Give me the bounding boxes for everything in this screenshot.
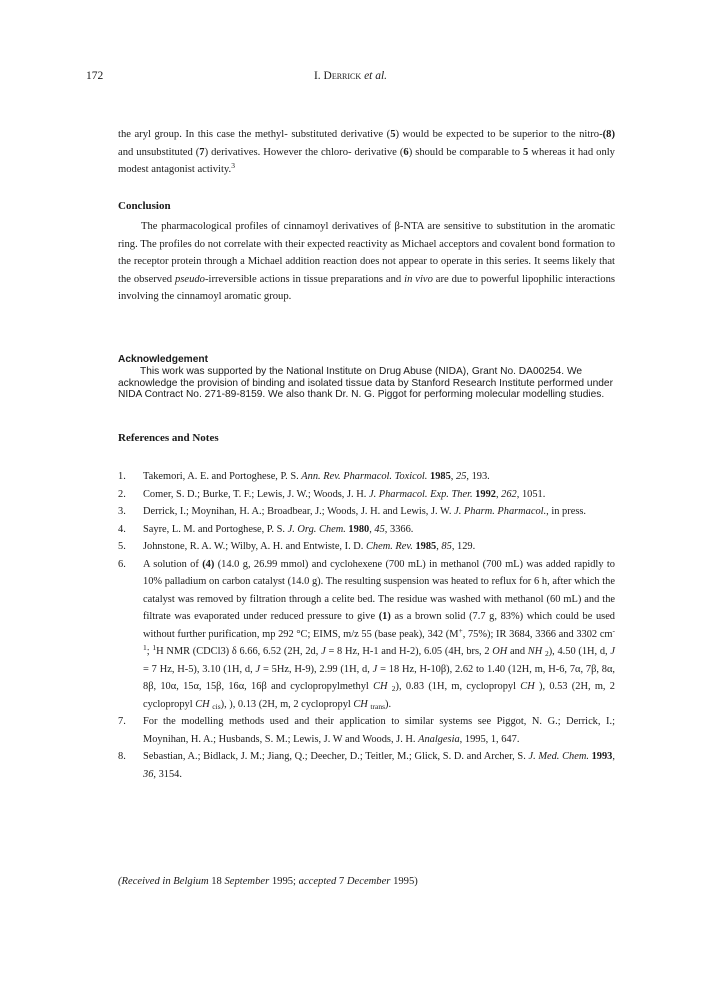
superscript: -1 <box>143 625 616 652</box>
text-run: ), 0.83 (1H, m, cyclopropyl <box>395 681 521 692</box>
reference-item <box>118 748 615 783</box>
text-run: , 3154. <box>153 768 182 780</box>
text-run: , <box>495 488 502 500</box>
text-run: , 3366. <box>384 523 414 535</box>
reference-number: 8. <box>118 751 126 762</box>
references-heading: References and Notes <box>118 432 219 444</box>
italic-run: pseudo <box>174 273 205 285</box>
reference-number: 4. <box>118 523 126 535</box>
text-run: as a brown solid (7.7 g, 83%) which could be used without further purification, mp 292 °C; EIMS, m/z 55 (base peak), 342 (M <box>143 611 615 640</box>
text-run: , 1995, 1, 647. <box>459 733 520 745</box>
volume: 25 <box>456 471 467 482</box>
compound-ref: 7 <box>199 146 205 158</box>
italic-run: J <box>610 646 616 657</box>
acknowledgement-heading: Acknowledgement <box>118 354 209 365</box>
subscript: 2 <box>544 649 549 658</box>
acknowledgement-section <box>118 354 615 401</box>
acknowledgement-text: This work was supported by the National Institute on Drug Abuse (NIDA), Grant No. DA00254. We acknowledge the provision of binding and isolated tissue data by Stanford Research Institute performed under NIDA Contract No. 271-89-8159. We also thank Dr. N. G. Piggot for performing molecular modelling studies. <box>118 365 613 401</box>
text-run: 1995) <box>390 876 418 887</box>
intro-paragraph <box>118 126 615 179</box>
reference-number: 5. <box>118 541 126 552</box>
text-run: For the modelling methods used and their application to similar systems see Piggot, N. G.; Derrick, I.; Moynihan, H. A.; Husbands, S. M.; Lewis, J. W and Woods, J. H. <box>143 716 615 745</box>
superscript: + <box>458 625 463 635</box>
text-run: ), 0.53 (2H, m, 2 cyclopropyl <box>143 681 615 710</box>
reference-item <box>118 486 615 504</box>
reference-number: 6. <box>118 558 126 570</box>
subscript: trans <box>370 701 386 711</box>
text-run: , <box>436 541 442 552</box>
italic-run: J <box>372 663 378 675</box>
reference-number: 3. <box>118 506 126 517</box>
text-run: A solution of <box>143 558 203 570</box>
text-run: the aryl group. In this case the methyl- substituted derivative ( <box>118 129 391 140</box>
received-line <box>118 876 418 887</box>
text-run: ). <box>385 698 392 710</box>
journal-name: J. Org. Chem. <box>287 523 346 535</box>
text-run: , <box>369 523 375 535</box>
journal-name: J. Pharm. Pharmacol. <box>454 506 547 517</box>
text-run: , 193. <box>466 471 490 482</box>
italic-run: NH <box>527 646 543 657</box>
text-run: ) would be expected to be superior to the nitro- <box>395 129 603 140</box>
year: 1985 <box>430 471 451 482</box>
text-run: Comer, S. D.; Burke, T. F.; Lewis, J. W.; Woods, J. H. <box>143 488 369 500</box>
italic-run: CH <box>520 681 535 692</box>
italic-run: OH <box>492 646 508 657</box>
italic-run: September <box>224 876 270 887</box>
text-run: = 8 Hz, H-1 and H-2), 6.05 (4H, brs, 2 <box>325 646 493 657</box>
conclusion-heading: Conclusion <box>118 200 171 212</box>
text-run: 18 <box>208 876 225 887</box>
text-run: whereas it had only modest antagonist activity. <box>118 146 615 175</box>
reference-item <box>118 521 615 539</box>
text-run: , 129. <box>451 541 476 552</box>
text-run: ) derivatives. However the chloro- derivative ( <box>204 146 404 158</box>
journal-name: J. Pharmacol. Exp. Ther. <box>368 488 473 500</box>
year: 1992 <box>475 488 496 500</box>
text-run: Takemori, A. E. and Portoghese, P. S. <box>143 471 302 482</box>
superscript: 1 <box>152 643 157 652</box>
compound-ref: 5 <box>523 146 529 158</box>
italic-run: (Received in Belgium <box>118 876 209 887</box>
reference-item <box>118 713 615 748</box>
text-run: are due to powerful lipophilic interactions involving the cinnamoyl aromatic group. <box>118 273 615 302</box>
italic-run: accepted <box>298 876 337 887</box>
year: 1993 <box>591 751 613 762</box>
italic-run: CH <box>353 698 368 710</box>
year: 1980 <box>348 523 370 535</box>
italic-run: in vivo <box>404 273 433 285</box>
author-suffix: et al. <box>364 70 388 82</box>
references-list <box>118 468 615 783</box>
citation-sup: 3 <box>231 161 235 170</box>
journal-name: Ann. Rev. Pharmacol. Toxicol. <box>301 471 428 482</box>
text-run: Derrick, I.; Moynihan, H. A.; Broadbear, J.; Woods, J. H. and Lewis, J. W. <box>143 506 455 517</box>
italic-run: J <box>321 646 326 657</box>
reference-number: 7. <box>118 716 126 727</box>
author-name: Derrick <box>323 70 362 82</box>
reference-item <box>118 468 615 486</box>
compound-ref: 6 <box>403 146 409 158</box>
compound-ref: 5 <box>390 129 396 140</box>
italic-run: December <box>346 876 391 887</box>
reference-number: 2. <box>118 488 126 500</box>
compound-ref: (4) <box>202 558 215 570</box>
reference-item <box>118 538 615 556</box>
compound-ref: (8) <box>602 129 615 140</box>
text-run: 1995; <box>269 876 299 887</box>
page-number: 172 <box>86 70 104 82</box>
journal-name: Chem. Rev. <box>365 541 413 552</box>
text-run: and unsubstituted ( <box>118 146 200 158</box>
text-run: and <box>507 646 528 657</box>
text-run: , 1051. <box>516 488 546 500</box>
year: 1985 <box>415 541 437 552</box>
volume: 45 <box>374 523 385 535</box>
text-run: = 18 Hz, H-10β), 2.62 to 1.40 (12H, m, H-6, 7α, 7β, 8α, 8β, 10α, 15α, 15β, 16α, 16β and cyclopropylmethyl <box>143 663 616 692</box>
text-run: ) should be comparable to <box>408 146 524 158</box>
volume: 262 <box>501 488 517 500</box>
italic-run: CH <box>373 681 388 692</box>
text-run: , <box>612 751 615 762</box>
text-run: 7 <box>336 876 347 887</box>
text-run: Sayre, L. M. and Portoghese, P. S. <box>143 523 288 535</box>
subscript: cis <box>212 701 221 711</box>
text-run: , 75%); IR 3684, 3366 and 3302 cm <box>462 628 613 640</box>
conclusion-paragraph <box>118 218 615 306</box>
text-run: = 5Hz, H-9), 2.99 (1H, d, <box>260 663 373 675</box>
text-run: Sebastian, A.; Bidlack, J. M.; Jiang, Q.; Deecher, D.; Teitler, M.; Glick, S. D. and Archer, S. <box>143 751 529 762</box>
text-run: The pharmacological profiles of cinnamoyl derivatives of β-NTA are sensitive to substitution in the aromatic ring. The profiles do not correlate with their expected reactivity as Michael acceptors and covalent bond formation to the receptor protein through a Michael addition reaction does not appear to operate in this series. It seems likely that the observed <box>118 221 615 285</box>
author-initial: I. <box>313 70 324 82</box>
text-run: H NMR (CDCl3) δ 6.66, 6.52 (2H, 2d, <box>156 646 322 657</box>
reference-item <box>118 556 615 714</box>
text-run: = 7 Hz, H-5), 3.10 (1H, d, <box>143 663 256 675</box>
italic-run: J <box>255 663 261 675</box>
text-run: (14.0 g, 26.99 mmol) and cyclohexene (700 mL) in methanol (700 mL) was added rapidly to 10% palladium on carbon catalyst (14.0 g). The resulting suspension was heated to reflux for 6 h, after which the catalyst was removed by filtration through a celite bed. The residue was washed with methanol (60 mL) and the filtrate was evaporated under reduced pressure to give <box>143 558 615 622</box>
text-run: ), 4.50 (1H, d, <box>548 646 611 657</box>
reference-number: 1. <box>118 471 126 482</box>
text-run: , in press. <box>546 506 586 517</box>
text-run: ), ), 0.13 (2H, m, 2 cyclopropyl <box>220 698 354 710</box>
compound-ref: (1) <box>378 611 391 622</box>
reference-item <box>118 503 615 521</box>
italic-run: CH <box>195 698 210 710</box>
text-run: Johnstone, R. A. W.; Wilby, A. H. and Entwiste, I. D. <box>143 541 366 552</box>
subscript: 2 <box>391 684 396 693</box>
text-run: , <box>450 471 456 482</box>
text-run: ; <box>146 646 153 657</box>
journal-name: Analgesia <box>418 733 460 745</box>
volume: 36 <box>143 768 154 780</box>
volume: 85 <box>441 541 452 552</box>
journal-name: J. Med. Chem. <box>528 751 589 762</box>
text-run: -irreversible actions in tissue preparations and <box>204 273 405 285</box>
running-head <box>0 70 701 82</box>
